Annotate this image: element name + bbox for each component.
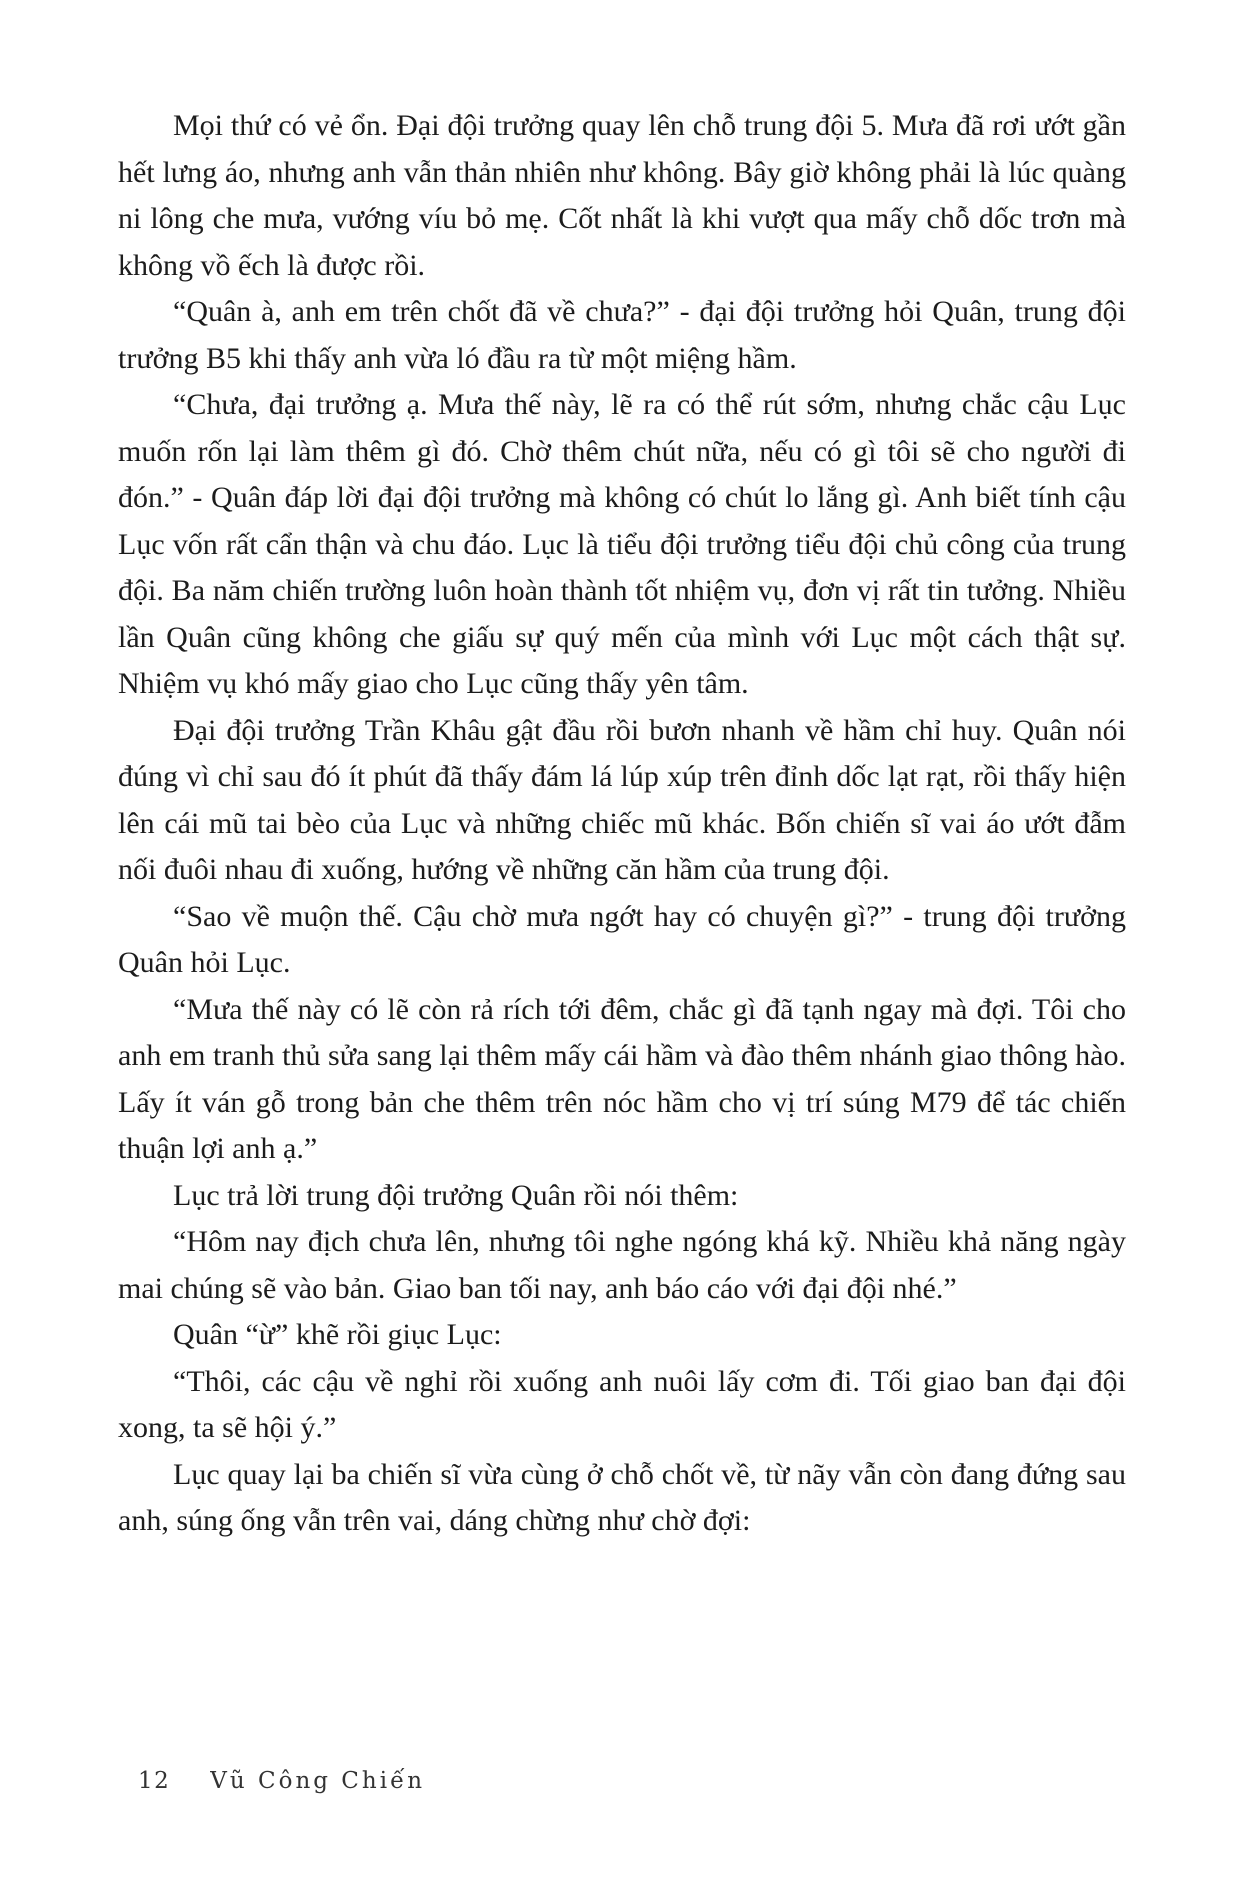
page-number: 12 <box>138 1768 171 1794</box>
paragraph: Lục quay lại ba chiến sĩ vừa cùng ở chỗ chốt về, từ nãy vẫn còn đang đứng sau anh, súng ống vẫn trên vai, dáng chừng như chờ đợi: <box>118 1457 1126 1537</box>
page-body <box>118 103 1126 1545</box>
paragraph: “Hôm nay địch chưa lên, nhưng tôi nghe ngóng khá kỹ. Nhiều khả năng ngày mai chúng sẽ vào bản. Giao ban tối nay, anh báo cáo với đại đội nhé.” <box>118 1225 1126 1305</box>
paragraph: Lục trả lời trung đội trưởng Quân rồi nói thêm: <box>173 1178 739 1212</box>
paragraph: Mọi thứ có vẻ ổn. Đại đội trưởng quay lên chỗ trung đội 5. Mưa đã rơi ướt gần hết lưng áo, nhưng anh vẫn thản nhiên như không. Bây giờ không phải là lúc quàng ni lông che mưa, vướng víu bỏ mẹ. Cốt nhất là khi vượt qua mấy chỗ dốc trơn mà không vồ ếch là được rồi. <box>118 109 1126 282</box>
paragraph: “Mưa thế này có lẽ còn rả rích tới đêm, chắc gì đã tạnh ngay mà đợi. Tôi cho anh em tranh thủ sửa sang lại thêm mấy cái hầm và đào thêm nhánh giao thông hào. Lấy ít ván gỗ trong bản che thêm trên nóc hầm cho vị trí súng M79 để tác chiến thuận lợi anh ạ.” <box>118 992 1126 1165</box>
paragraph: Quân “ừ” khẽ rồi giục Lục: <box>173 1318 502 1351</box>
paragraph: “Chưa, đại trưởng ạ. Mưa thế này, lẽ ra có thể rút sớm, nhưng chắc cậu Lục muốn rốn lại làm thêm gì đó. Chờ thêm chút nữa, nếu có gì tôi sẽ cho người đi đón.” - Quân đáp lời đại đội trưởng mà không có chút lo lắng gì. Anh biết tính cậu Lục vốn rất cẩn thận và chu đáo. Lục là tiểu đội trưởng tiểu đội chủ công của trung đội. Ba năm chiến trường luôn hoàn thành tốt nhiệm vụ, đơn vị rất tin tưởng. Nhiều lần Quân cũng không che giấu sự quý mến của mình với Lục một cách thật sự. Nhiệm vụ khó mấy giao cho Lục cũng thấy yên tâm. <box>118 388 1126 700</box>
running-author: Vũ Công Chiến <box>210 1768 426 1794</box>
page-footer <box>138 1768 425 1794</box>
paragraph: “Thôi, các cậu về nghỉ rồi xuống anh nuôi lấy cơm đi. Tối giao ban đại đội xong, ta sẽ hội ý.” <box>118 1364 1126 1444</box>
paragraph: Đại đội trưởng Trần Khâu gật đầu rồi bươn nhanh về hầm chỉ huy. Quân nói đúng vì chỉ sau đó ít phút đã thấy đám lá lúp xúp trên đỉnh dốc lạt rạt, rồi thấy hiện lên cái mũ tai bèo của Lục và những chiếc mũ khác. Bốn chiến sĩ vai áo ướt đẫm nối đuôi nhau đi xuống, hướng về những căn hầm của trung đội. <box>118 713 1126 886</box>
paragraph: “Quân à, anh em trên chốt đã về chưa?” - đại đội trưởng hỏi Quân, trung đội trưởng B5 khi thấy anh vừa ló đầu ra từ một miệng hầm. <box>118 295 1126 375</box>
paragraph: “Sao về muộn thế. Cậu chờ mưa ngớt hay có chuyện gì?” - trung đội trưởng Quân hỏi Lục. <box>118 899 1126 979</box>
